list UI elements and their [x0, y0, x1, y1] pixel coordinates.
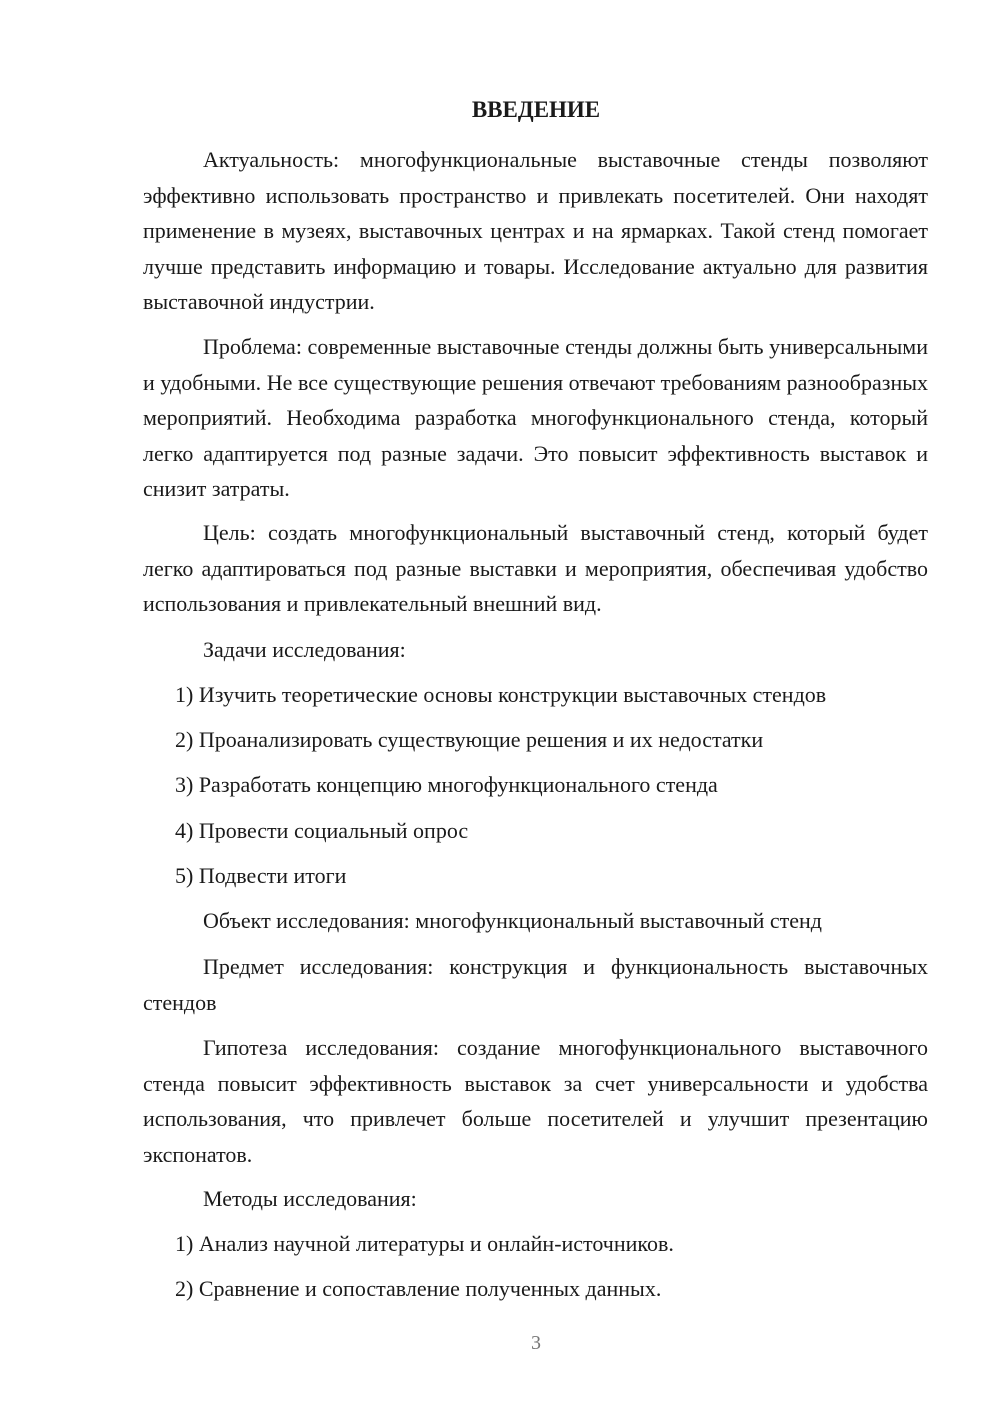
- object-line: Объект исследования: многофункциональный выставочный стенд: [203, 908, 822, 933]
- relevance-paragraph: Актуальность: многофункциональные выставочные стенды позволяют эффективно использовать пространство и привлекать посетителей. Они находят применение в музеях, выставочных центрах и на ярмарках. Такой стенд помогает лучше представить информацию и товары. Исследование актуально для развития выставочной индустрии.: [143, 147, 928, 314]
- method-item-1: 1) Анализ научной литературы и онлайн-источников.: [175, 1231, 674, 1256]
- problem-paragraph: Проблема: современные выставочные стенды должны быть универсальными и удобными. Не все существующие решения отвечают требованиям разнообразных мероприятий. Необходима разработка многофункционального стенда, который легко адаптируется под разные задачи. Это повысит эффективность выставок и снизит затраты.: [143, 334, 928, 501]
- tasks-label: Задачи исследования:: [203, 637, 406, 662]
- task-item-5: 5) Подвести итоги: [175, 863, 347, 888]
- task-item-1: 1) Изучить теоретические основы конструкции выставочных стендов: [175, 682, 827, 707]
- page-heading: ВВЕДЕНИЕ: [471, 97, 601, 122]
- subject-paragraph: Предмет исследования: конструкция и функциональность выставочных стендов: [143, 954, 928, 1015]
- method-item-2: 2) Сравнение и сопоставление полученных данных.: [175, 1276, 662, 1301]
- methods-label: Методы исследования:: [203, 1186, 417, 1211]
- page-number: 3: [531, 1332, 541, 1354]
- task-item-3: 3) Разработать концепцию многофункционального стенда: [175, 772, 718, 797]
- task-item-2: 2) Проанализировать существующие решения и их недостатки: [175, 727, 764, 752]
- goal-paragraph: Цель: создать многофункциональный выставочный стенд, который будет легко адаптироваться под разные выставки и мероприятия, обеспечивая удобство использования и привлекательный внешний вид.: [143, 520, 928, 616]
- hypothesis-paragraph: Гипотеза исследования: создание многофункционального выставочного стенда повысит эффективность выставок за счет универсальности и удобства использования, что привлечет больше посетителей и улучшит презентацию экспонатов.: [143, 1035, 928, 1167]
- task-item-4: 4) Провести социальный опрос: [175, 818, 469, 843]
